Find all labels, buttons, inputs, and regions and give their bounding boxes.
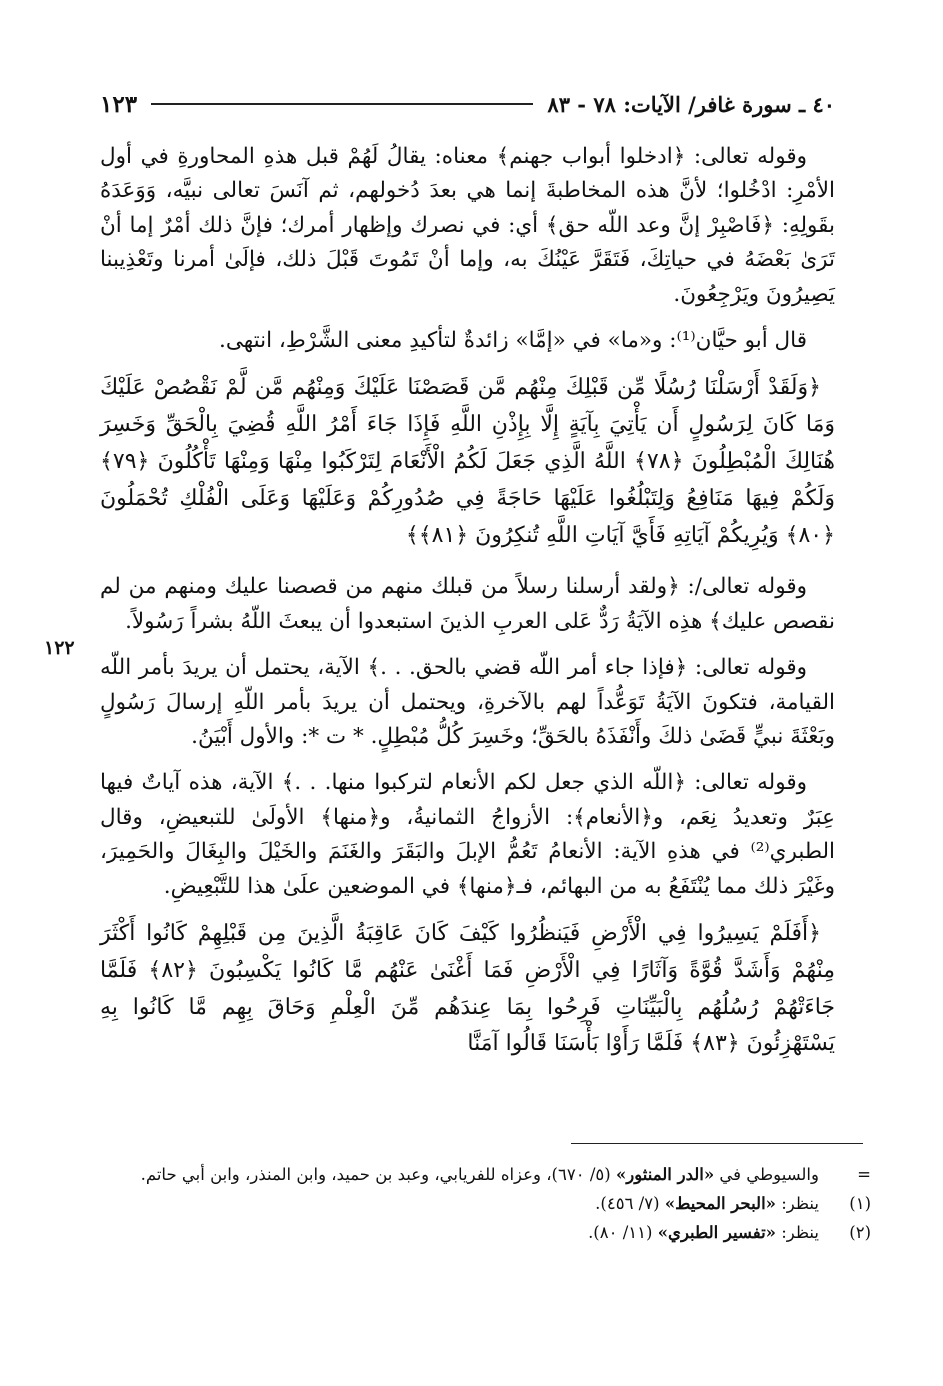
quran-verses-78-81: ﴿وَلَقَدْ أَرْسَلْنَا رُسُلًا مِّن قَبْلِكَ مِنْهُم مَّن قَصَصْنَا عَلَيْكَ وَمِنْهُم مَّن لَّمْ نَقْصُصْ عَلَيْكَ وَمَا كَانَ لِرَسُولٍ أَن يَأْتِيَ بِآيَةٍ إِلَّا بِإِذْنِ اللَّهِ فَإِذَا جَاءَ أَمْرُ اللَّهِ قُضِيَ بِالْحَقِّ وَخَسِرَ هُنَالِكَ الْمُبْطِلُونَ ﴿٧٨﴾ اللَّهُ الَّذِي جَعَلَ لَكُمُ الْأَنْعَامَ لِتَرْكَبُوا مِنْهَا وَمِنْهَا تَأْكُلُونَ ﴿٧٩﴾ وَلَكُمْ فِيهَا مَنَافِعُ وَلِتَبْلُغُوا عَلَيْهَا حَاجَةً فِي صُدُورِكُمْ وَعَلَيْهَا وَعَلَى الْفُلْكِ تُحْمَلُونَ ﴿٨٠﴾ وَيُرِيكُمْ آيَاتِهِ فَأَيَّ آيَاتِ اللَّهِ تُنكِرُونَ ﴿٨١﴾﴾	[100, 375, 836, 548]
footnote-source: «الدر المنثور»	[615, 1165, 715, 1184]
page-number: ١٢٣	[100, 90, 138, 118]
footnotes	[100, 1160, 871, 1247]
footnote-continued	[100, 1160, 871, 1189]
quran-verses-82-83: ﴿أَفَلَمْ يَسِيرُوا فِي الْأَرْضِ فَيَنظُرُوا كَيْفَ كَانَ عَاقِبَةُ الَّذِينَ مِن قَبْلِهِمْ كَانُوا أَكْثَرَ مِنْهُمْ وَأَشَدَّ قُوَّةً وَآثَارًا فِي الْأَرْضِ فَمَا أَغْنَىٰ عَنْهُم مَّا كَانُوا يَكْسِبُونَ ﴿٨٢﴾ فَلَمَّا جَاءَتْهُمْ رُسُلُهُم بِالْبَيِّنَاتِ فَرِحُوا بِمَا عِندَهُم مِّنَ الْعِلْمِ وَحَاقَ بِهِم مَّا كَانُوا بِهِ يَسْتَهْزِئُونَ ﴿٨٣﴾ فَلَمَّا رَأَوْا بَأْسَنَا قَالُوا آمَنَّا	[100, 921, 835, 1057]
manuscript-page-note: ١٢٢	[44, 637, 75, 659]
paragraph-1: وقوله تعالى: ﴿ادخلوا أبواب جهنم﴾ معناه: يقالُ لَهُمْ قبل هذهِ المحاورةِ في أول الأمْرِ: ادْخُلوا؛ لأنَّ هذه المخاطبةَ إنما هي بعدَ دُخولهم، ثم آنَسَ تعالى نبيَّه، وَوَعَدَهُ بقَولِهِ: ﴿فَاصْبِرْ إنَّ وعد اللّه حق﴾ أي: في نصرك وإظهار أمرك؛ فإنَّ ذلك أمْرٌ إما أنْ تَرَىٰ بَعْضَهُ في حياتِكَ، فَتَقَرَّ عَيْنُكَ به، وإما أنْ تَمُوتَ قَبْلَ ذلك، فإلَىٰ أمرنا وتَعْذِيبنا يَصِيرُونَ ويَرْجِعُونَ.	[100, 144, 835, 307]
footnote-1	[100, 1189, 871, 1218]
footnote-source: «البحر المحيط»	[664, 1194, 776, 1213]
footnote-2	[100, 1218, 871, 1247]
paragraph-2: قال أبو حيَّان⁽¹⁾: و«ما» في «إمَّا» زائدةٌ لتأكيدِ معنى الشَّرْطِ، انتهى.	[218, 328, 807, 354]
paragraph-5: وقوله تعالى: ﴿اللّه الذي جعل لكم الأنعام لتركبوا منها. . .﴾ الآية، هذه آياتٌ فيها عِبَرٌ وتعديدُ نِعَم، و﴿الأنعام﴾: الأزواجُ الثمانيةُ، و﴿منها﴾ الأولَىٰ للتبعيضِ، وقال الطبري⁽²⁾ في هذهِ الآية: الأنعامُ تَعُمُّ الإبلَ والبَقَرَ والغَنَمَ والخَيْلَ والبِغَالَ والحَمِيرَ، وغَيْرَ ذلك مما يُنْتَفَعُ به من البهائم، فـ﴿منها﴾ في الموضعين علَىٰ هذا للتَّبْعِيضِ.	[100, 770, 835, 899]
footnote-separator	[571, 1143, 863, 1144]
footnote-text: ينظر: «تفسير الطبري» (١١/ ٨٠).	[588, 1223, 819, 1242]
running-header	[100, 86, 835, 122]
footnote-source: «تفسير الطبري»	[657, 1223, 776, 1242]
chapter-title: ٤٠ ـ سورة غافر/ الآيات: ٧٨ - ٨٣	[547, 91, 835, 117]
footnote-marker: (٢)	[849, 1223, 871, 1242]
footnote-text: والسيوطي في «الدر المنثور» (٥/ ٦٧٠)، وعزاه للفريابي، وعبد بن حميد، وابن المنذر، وابن أبي حاتم.	[140, 1165, 819, 1184]
footnote-marker: =	[857, 1165, 871, 1184]
footnote-text: ينظر: «البحر المحيط» (٧/ ٤٥٦).	[595, 1194, 819, 1213]
header-rule	[151, 103, 533, 105]
paragraph-4: وقوله تعالى: ﴿فإذا جاء أمر اللّه قضي بالحق. . .﴾ الآية، يحتمل أن يريدَ بأمر اللّه القيامة، فتكونَ الآيَةُ تَوَعُّداً لهم بالآخرةِ، ويحتمل أن يريدَ بأمر اللّهِ إرسالَ رَسُولٍ وبَعْثَةَ نبيٍّ قَضَىٰ ذلكَ وأَنْفَذَهُ بالحَقِّ؛ وخَسِرَ كُلُّ مُبْطِلٍ. * ت *: والأول أَبْيَنُ.	[100, 655, 835, 750]
paragraph-3: وقوله تعالى/: ﴿ولقد أرسلنا رسلاً من قبلك منهم من قصصنا عليك ومنهم من لم نقصص عليك﴾ هذِه الآيَةُ رَدٌّ عَلى العربِ الذينَ استبعدوا أن يبعثَ اللّهُ بشراً رَسُولاً.	[100, 574, 835, 634]
footnote-marker: (١)	[849, 1194, 871, 1213]
